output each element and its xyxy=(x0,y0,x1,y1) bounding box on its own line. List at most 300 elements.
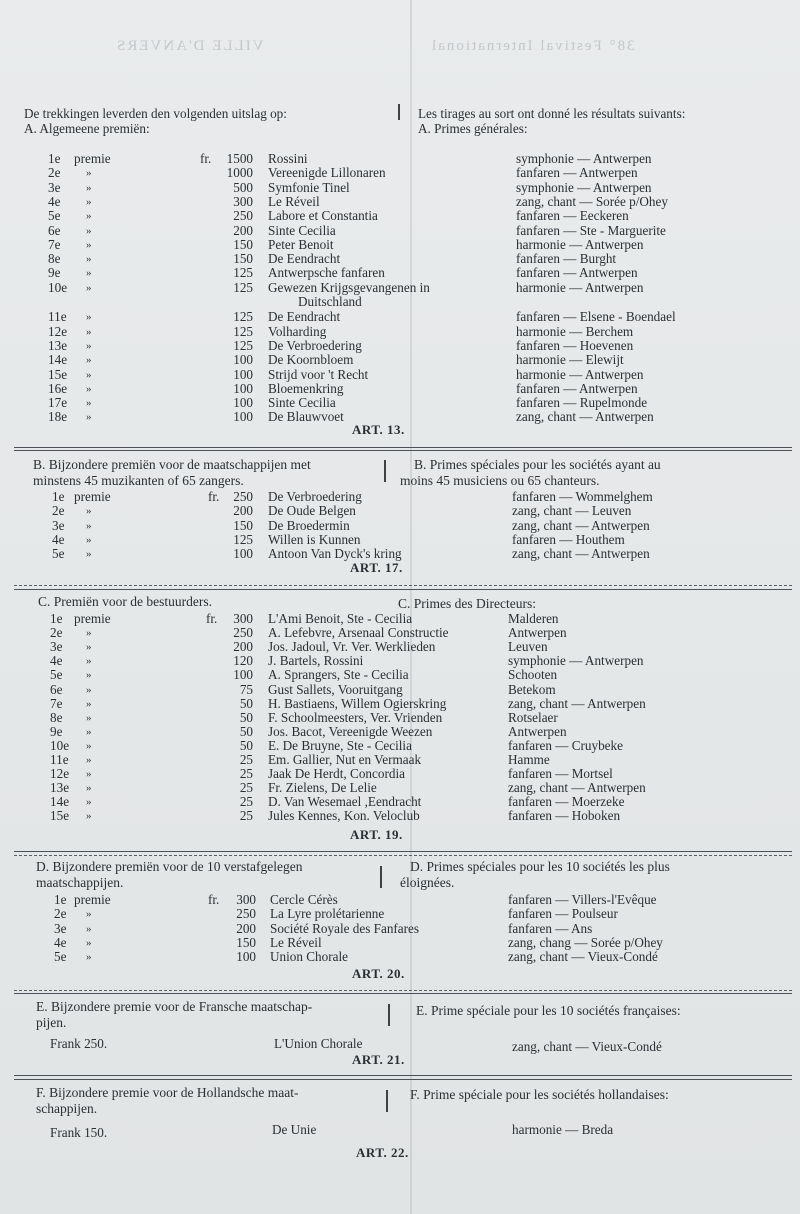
prize-row xyxy=(48,368,780,383)
society-place: fanfaren — Hoevenen xyxy=(516,337,634,353)
section-a-title-fr: A. Primes générales: xyxy=(418,121,528,136)
prize-rank: 5e xyxy=(52,546,65,562)
prize-amount: 200 xyxy=(233,222,253,238)
prize-amount: 25 xyxy=(239,794,253,810)
section-f-amount: Frank 150. xyxy=(50,1125,108,1140)
prize-row xyxy=(48,195,780,210)
prize-rank: 18e xyxy=(48,409,68,425)
society-name: La Lyre prolétarienne xyxy=(270,906,385,922)
prize-amount: 125 xyxy=(233,265,253,281)
society-name: Cercle Cérès xyxy=(270,892,338,907)
ditto-mark: » xyxy=(86,711,92,724)
society-place: Rotselaer xyxy=(508,709,558,725)
society-name: H. Bastiaens, Willem Ogierskring xyxy=(268,695,447,711)
society-name: De Koornbloem xyxy=(268,352,354,368)
ditto-mark: » xyxy=(86,782,92,795)
divider xyxy=(14,447,792,448)
prize-row xyxy=(54,907,780,922)
society-name: J. Bartels, Rossini xyxy=(268,653,364,669)
society-place: fanfaren — Antwerpen xyxy=(516,165,638,181)
prize-rank: 15e xyxy=(48,366,68,382)
section-b-title-fr-line1: B. Primes spéciales pour les sociétés ayant au xyxy=(414,457,661,472)
society-name: Le Réveil xyxy=(270,934,322,950)
prize-amount: 100 xyxy=(233,395,253,411)
ditto-mark: » xyxy=(86,519,92,532)
society-place: fanfaren — Poulseur xyxy=(508,906,618,922)
prize-amount: 150 xyxy=(236,934,256,950)
prize-row xyxy=(50,809,780,824)
society-name: Antwerpsche fanfaren xyxy=(268,265,385,281)
society-place: zang, chant — Sorée p/Ohey xyxy=(516,193,668,209)
prize-amount: 25 xyxy=(239,766,253,782)
prize-row xyxy=(48,152,780,167)
society-place: symphonie — Antwerpen xyxy=(508,653,644,669)
society-name: E. De Bruyne, Ste - Cecilia xyxy=(268,737,412,753)
section-f-place: harmonie — Breda xyxy=(512,1122,614,1137)
section-e-title-nl xyxy=(36,999,312,1031)
prize-amount: 75 xyxy=(239,681,253,697)
society-name: De Broedermin xyxy=(268,517,350,533)
ditto-mark: » xyxy=(86,267,92,280)
prize-rank: 9e xyxy=(50,723,63,739)
ditto-mark: » xyxy=(86,238,92,251)
prize-amount: 150 xyxy=(233,517,253,533)
section-b-title-nl-line2: minstens 45 muzikanten of 65 zangers. xyxy=(33,473,244,488)
prize-amount: 250 xyxy=(233,489,253,504)
society-name: De Eendracht xyxy=(268,251,341,267)
society-place: fanfaren — Villers-l'Evêque xyxy=(508,892,657,907)
society-name: De Verbroedering xyxy=(268,337,362,353)
divider xyxy=(14,990,792,991)
prize-row xyxy=(48,224,780,239)
prize-rank: 13e xyxy=(48,337,68,353)
prize-amount: 100 xyxy=(233,546,253,562)
ditto-mark: » xyxy=(86,339,92,352)
ditto-mark: » xyxy=(86,697,92,710)
society-place: Antwerpen xyxy=(508,723,567,739)
section-f-title-fr: F. Prime spéciale pour les sociétés hollandaises: xyxy=(410,1087,669,1102)
prize-rank: 14e xyxy=(50,794,70,810)
prize-amount: 300 xyxy=(233,193,253,209)
society-place: Antwerpen xyxy=(508,625,567,641)
bleed-through-right: 38° Festival International xyxy=(430,38,635,54)
prize-rank: 8e xyxy=(48,251,61,267)
prize-rank: 7e xyxy=(48,236,61,252)
section-c-article: ART. 19. xyxy=(350,827,403,842)
section-c-title-nl: C. Premiën voor de bestuurders. xyxy=(38,594,212,609)
prize-row xyxy=(54,950,780,965)
ditto-mark: » xyxy=(86,683,92,696)
section-d-title-nl-line2: maatschappijen. xyxy=(36,875,124,890)
society-name-continuation: Duitschland xyxy=(298,294,362,309)
intro-nl: De trekkingen leverden den volgenden uitslag op: xyxy=(24,106,287,121)
currency-label: fr. xyxy=(206,611,218,626)
prize-rank: 4e xyxy=(54,934,67,950)
society-name: D. Van Wesemael ,Eendracht xyxy=(268,794,422,810)
section-f-title-nl-line2: schappijen. xyxy=(36,1101,98,1116)
prize-rank: 1e xyxy=(54,892,67,907)
prize-rank: 14e xyxy=(48,352,68,368)
prize-rank: 5e xyxy=(48,208,61,224)
prize-row xyxy=(50,767,780,782)
prize-rank: 17e xyxy=(48,395,68,411)
column-separator xyxy=(388,1004,390,1026)
society-place: fanfaren — Cruybeke xyxy=(508,737,623,753)
society-name: Gewezen Krijgsgevangenen in xyxy=(268,279,430,295)
prize-row xyxy=(48,166,780,181)
prize-amount: 50 xyxy=(239,695,253,711)
section-e-title-nl-line1: E. Bijzondere premie voor de Fransche maatschap- xyxy=(36,999,313,1014)
society-name: Sinte Cecilia xyxy=(268,222,336,238)
ditto-mark: » xyxy=(86,253,92,266)
society-place: symphonie — Antwerpen xyxy=(516,179,652,195)
section-e-society: L'Union Chorale xyxy=(274,1036,363,1051)
prize-amount: 100 xyxy=(236,949,256,965)
society-place: fanfaren — Ste - Marguerite xyxy=(516,222,666,238)
society-name: Symfonie Tinel xyxy=(268,179,350,195)
society-name: A. Lefebvre, Arsenaal Constructie xyxy=(268,625,449,641)
prize-amount: 50 xyxy=(239,723,253,739)
section-d-title-nl xyxy=(36,859,303,891)
prize-rank: 6e xyxy=(48,222,61,238)
divider xyxy=(14,450,792,451)
section-a-title-nl: A. Algemeene premiën: xyxy=(24,121,150,136)
ditto-mark: » xyxy=(86,739,92,752)
society-name: Vereenigde Lillonaren xyxy=(268,165,386,181)
prize-rank: 3e xyxy=(50,639,63,655)
prize-amount: 120 xyxy=(233,653,253,669)
section-d-title-fr-line2: éloignées. xyxy=(400,875,455,890)
prize-rank: 4e xyxy=(52,531,65,547)
divider xyxy=(14,589,792,590)
prize-rank: 1e xyxy=(48,151,61,166)
prize-row xyxy=(50,711,780,726)
prize-amount: 50 xyxy=(239,709,253,725)
ditto-mark: » xyxy=(86,325,92,338)
society-name: Peter Benoit xyxy=(268,236,334,252)
ditto-mark: » xyxy=(86,951,92,964)
society-place: fanfaren — Antwerpen xyxy=(516,265,638,281)
prize-row xyxy=(50,697,780,712)
prize-amount: 100 xyxy=(233,667,253,683)
prize-amount: 300 xyxy=(236,892,256,907)
divider xyxy=(14,993,792,994)
ditto-mark: » xyxy=(86,627,92,640)
ditto-mark: » xyxy=(86,725,92,738)
column-separator xyxy=(380,866,382,888)
currency-label: fr. xyxy=(200,151,212,166)
society-place: fanfaren — Moerzeke xyxy=(508,794,625,810)
prize-amount: 500 xyxy=(233,179,253,195)
prize-word: premie xyxy=(74,151,111,166)
prize-rank: 2e xyxy=(54,906,67,922)
ditto-mark: » xyxy=(86,368,92,381)
society-name: Jos. Bacot, Vereenigde Weezen xyxy=(268,723,433,739)
society-place: fanfaren — Antwerpen xyxy=(516,380,638,396)
prize-rank: 11e xyxy=(50,752,69,767)
prize-rank: 13e xyxy=(50,780,70,796)
section-b-article: ART. 17. xyxy=(350,560,403,575)
society-place: Schooten xyxy=(508,667,558,683)
prize-rank: 3e xyxy=(52,517,65,533)
society-name: Volharding xyxy=(268,323,327,339)
society-place: harmonie — Berchem xyxy=(516,323,634,339)
prize-row xyxy=(50,725,780,740)
section-a-article: ART. 13. xyxy=(352,422,405,437)
ditto-mark: » xyxy=(86,669,92,682)
prize-amount: 200 xyxy=(236,920,256,936)
prize-row xyxy=(52,490,780,505)
prize-rank: 3e xyxy=(54,920,67,936)
society-name: De Blauwvoet xyxy=(268,409,344,425)
society-name: De Eendracht xyxy=(268,309,341,325)
prize-amount: 200 xyxy=(233,639,253,655)
prize-row xyxy=(50,683,780,698)
prize-amount: 250 xyxy=(233,625,253,641)
section-d-title-fr xyxy=(400,859,670,891)
ditto-mark: » xyxy=(86,754,92,766)
society-place: Betekom xyxy=(508,681,556,697)
prize-amount: 200 xyxy=(233,503,253,519)
society-name: A. Sprangers, Ste - Cecilia xyxy=(268,667,409,683)
ditto-mark: » xyxy=(86,311,92,324)
prize-rank: 10e xyxy=(48,279,68,295)
society-name: Société Royale des Fanfares xyxy=(270,920,420,936)
prize-row xyxy=(48,266,780,281)
section-f-title-nl-line1: F. Bijzondere premie voor de Hollandsche maat- xyxy=(36,1085,299,1100)
section-d-article: ART. 20. xyxy=(352,966,405,981)
ditto-mark: » xyxy=(86,224,92,237)
prize-amount: 300 xyxy=(233,611,253,626)
prize-rank: 4e xyxy=(48,193,61,209)
society-place: Hamme xyxy=(508,752,550,767)
currency-label: fr. xyxy=(208,892,220,907)
prize-amount: 25 xyxy=(239,780,253,796)
ditto-mark: » xyxy=(86,810,92,823)
prize-row xyxy=(48,325,780,340)
section-d-title-fr-line1: D. Primes spéciales pour les 10 sociétés les plus xyxy=(410,859,670,874)
section-f-society: De Unie xyxy=(272,1122,317,1137)
divider xyxy=(14,851,792,852)
society-place: zang, chant — Vieux-Condé xyxy=(508,949,658,965)
ditto-mark: » xyxy=(86,641,92,654)
prize-rank: 2e xyxy=(48,165,61,181)
divider xyxy=(14,855,792,856)
society-place: harmonie — Antwerpen xyxy=(516,366,644,382)
society-place: harmonie — Antwerpen xyxy=(516,236,644,252)
section-b-title-fr xyxy=(400,457,661,489)
section-b-title-nl-line1: B. Bijzondere premiën voor de maatschappijen met xyxy=(33,457,311,472)
prize-row xyxy=(48,410,780,425)
society-name: Sinte Cecilia xyxy=(268,395,336,411)
society-place: zang, chant — Antwerpen xyxy=(516,409,654,425)
section-e-article: ART. 21. xyxy=(352,1052,405,1067)
prize-rank: 5e xyxy=(54,949,67,965)
society-name: Rossini xyxy=(268,151,308,166)
ditto-mark: » xyxy=(86,655,92,668)
column-separator xyxy=(386,1090,388,1112)
prize-amount: 100 xyxy=(233,366,253,382)
prize-rank: 1e xyxy=(50,611,63,626)
society-place: Leuven xyxy=(508,639,548,655)
prize-row xyxy=(54,922,780,937)
society-name: Em. Gallier, Nut en Vermaak xyxy=(268,752,422,767)
prize-amount: 250 xyxy=(236,906,256,922)
ditto-mark: » xyxy=(86,354,92,367)
prize-amount: 125 xyxy=(233,279,253,295)
column-separator xyxy=(384,460,386,482)
ditto-mark: » xyxy=(86,210,92,223)
divider xyxy=(14,1079,792,1080)
ditto-mark: » xyxy=(86,936,92,949)
prize-row xyxy=(48,209,780,224)
society-name: Bloemenkring xyxy=(268,380,344,396)
ditto-mark: » xyxy=(86,181,92,194)
society-place: fanfaren — Rupelmonde xyxy=(516,395,648,411)
prize-amount: 1000 xyxy=(226,165,253,181)
section-e-title-fr: E. Prime spéciale pour les 10 sociétés françaises: xyxy=(416,1003,681,1018)
prize-amount: 100 xyxy=(233,352,253,368)
society-name: Fr. Zielens, De Lelie xyxy=(268,780,377,796)
ditto-mark: » xyxy=(86,908,92,921)
prize-rank: 3e xyxy=(48,179,61,195)
prize-rank: 10e xyxy=(50,737,70,753)
prize-row xyxy=(52,547,780,562)
prize-amount: 125 xyxy=(233,337,253,353)
society-place: zang, chant — Antwerpen xyxy=(508,780,646,796)
society-place: zang, chant — Antwerpen xyxy=(512,517,650,533)
divider xyxy=(14,585,792,586)
prize-rank: 1e xyxy=(52,489,65,504)
ditto-mark: » xyxy=(86,382,92,395)
prize-amount: 125 xyxy=(233,323,253,339)
prize-rank: 4e xyxy=(50,653,63,669)
divider xyxy=(14,1075,792,1076)
ditto-mark: » xyxy=(86,548,92,561)
section-b-title-fr-line2: moins 45 musiciens ou 65 chanteurs. xyxy=(400,473,600,488)
prize-rank: 5e xyxy=(50,667,63,683)
society-place: zang, chant — Antwerpen xyxy=(508,695,646,711)
prize-word: premie xyxy=(74,611,111,626)
society-name: Jaak De Herdt, Concordia xyxy=(268,766,405,782)
prize-amount: 125 xyxy=(233,309,253,325)
society-place: fanfaren — Ans xyxy=(508,920,593,936)
section-f-title-nl xyxy=(36,1085,298,1117)
society-place: zang, chang — Sorée p/Ohey xyxy=(508,934,663,950)
section-f-article: ART. 22. xyxy=(356,1145,409,1160)
prize-rank: 12e xyxy=(50,766,70,782)
prize-rank: 7e xyxy=(50,695,63,711)
prize-row xyxy=(52,504,780,519)
society-name: De Oude Belgen xyxy=(268,503,356,519)
prize-row xyxy=(50,668,780,683)
bleed-through-left: VILLE D'ANVERS xyxy=(115,38,264,54)
society-place: fanfaren — Mortsel xyxy=(508,766,613,782)
prize-row xyxy=(52,533,780,548)
prize-row xyxy=(48,382,780,397)
currency-label: fr. xyxy=(208,489,220,504)
ditto-mark: » xyxy=(86,505,92,518)
section-b-title-nl xyxy=(33,457,311,489)
society-name: F. Schoolmeesters, Ver. Vrienden xyxy=(268,709,443,725)
section-e-title-nl-line2: pijen. xyxy=(36,1015,67,1030)
prize-amount: 1500 xyxy=(226,151,253,166)
column-separator xyxy=(398,104,400,120)
prize-row xyxy=(50,654,780,669)
ditto-mark: » xyxy=(86,281,92,294)
society-place: zang, chant — Antwerpen xyxy=(512,546,650,562)
ditto-mark: » xyxy=(86,397,92,410)
prize-row xyxy=(48,281,780,296)
prize-row xyxy=(48,238,780,253)
section-e-amount: Frank 250. xyxy=(50,1036,108,1051)
prize-amount: 250 xyxy=(233,208,253,224)
ditto-mark: » xyxy=(86,922,92,935)
society-name: Labore et Constantia xyxy=(268,208,378,224)
prize-row xyxy=(52,519,780,534)
prize-amount: 150 xyxy=(233,251,253,267)
section-e-place: zang, chant — Vieux-Condé xyxy=(512,1039,662,1054)
prize-row xyxy=(48,181,780,196)
society-place: fanfaren — Hoboken xyxy=(508,808,621,824)
prize-row xyxy=(48,310,780,325)
prize-word: premie xyxy=(74,489,111,504)
prize-row xyxy=(48,339,780,354)
section-d-title-nl-line1: D. Bijzondere premiën voor de 10 verstafgelegen xyxy=(36,859,303,874)
prize-rank: 2e xyxy=(50,625,63,641)
prize-row xyxy=(48,252,780,267)
ditto-mark: » xyxy=(86,768,92,781)
society-place: fanfaren — Burght xyxy=(516,251,617,267)
society-place: fanfaren — Elsene - Boendael xyxy=(516,309,676,325)
prize-rank: 9e xyxy=(48,265,61,281)
society-name: Le Réveil xyxy=(268,193,320,209)
society-place: harmonie — Antwerpen xyxy=(516,279,644,295)
section-c-title-fr: C. Primes des Directeurs: xyxy=(398,596,536,611)
prize-rank: 6e xyxy=(50,681,63,697)
ditto-mark: » xyxy=(86,796,92,809)
prize-row xyxy=(54,936,780,951)
ditto-mark: » xyxy=(86,411,92,424)
ditto-mark: » xyxy=(86,167,92,180)
prize-rank: 8e xyxy=(50,709,63,725)
society-name: Strijd voor 't Recht xyxy=(268,366,369,382)
prize-word: premie xyxy=(74,892,111,907)
prize-row xyxy=(50,753,780,768)
prize-rank: 12e xyxy=(48,323,68,339)
prize-amount: 125 xyxy=(233,531,253,547)
society-name: Union Chorale xyxy=(270,949,349,965)
society-place: fanfaren — Eeckeren xyxy=(516,208,629,224)
prize-amount: 150 xyxy=(233,236,253,252)
society-place: zang, chant — Leuven xyxy=(512,503,632,519)
society-name: Jules Kennes, Kon. Veloclub xyxy=(268,808,420,824)
prize-amount: 25 xyxy=(239,808,253,824)
society-place: fanfaren — Wommelghem xyxy=(512,489,653,504)
prize-row xyxy=(50,640,780,655)
prize-amount: 100 xyxy=(233,380,253,396)
prize-amount: 100 xyxy=(233,409,253,425)
society-name: De Verbroedering xyxy=(268,489,362,504)
society-place: Malderen xyxy=(508,611,559,626)
society-name: Willen is Kunnen xyxy=(268,531,361,547)
society-name: Antoon Van Dyck's kring xyxy=(268,546,402,562)
prize-row xyxy=(48,396,780,411)
ditto-mark: » xyxy=(86,195,92,208)
society-name: L'Ami Benoit, Ste - Cecilia xyxy=(268,611,413,626)
intro-fr: Les tirages au sort ont donné les résultats suivants: xyxy=(418,106,686,121)
prize-row xyxy=(54,893,780,908)
